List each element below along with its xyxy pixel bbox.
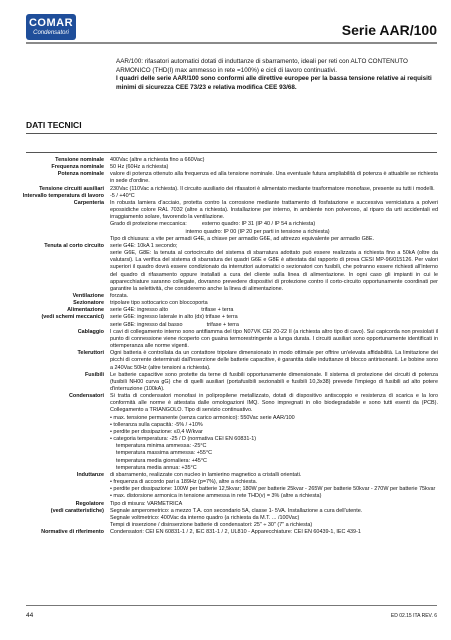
spec-row [4, 472, 438, 501]
spec-row [4, 393, 438, 472]
spec-line: Grado di protezione meccanica: esterno quadro: IP 31 (IP 40 / IP 54 a richiesta) [110, 221, 316, 228]
spec-row [4, 186, 438, 193]
spec-value [110, 293, 438, 300]
spec-row [4, 171, 438, 185]
spec-label: Frequenza nominale [51, 164, 104, 171]
spec-line: serie G4E: 10kA 1 secondo; [110, 242, 178, 249]
spec-line: valore di potenza ottenuto alla frequenza ed alla tensione nominale. Una eventuale futura ampliabilità di potenza è attuabile se richiesta in sede d'ordine. [110, 171, 438, 185]
spec-row [4, 200, 438, 243]
spec-value [110, 529, 438, 536]
intro-text [116, 58, 436, 92]
spec-line: di sbarramento, realizzate con nucleo in lamierino magnetico a cristalli orientati. [110, 471, 302, 478]
spec-value [110, 508, 438, 529]
logo-text-bottom: Condensatori [33, 30, 69, 36]
spec-value [110, 372, 438, 393]
spec-line: Tipo di misura: VARMETRICA [110, 500, 183, 507]
spec-label: Sezionatore [73, 300, 104, 307]
spec-label: (vedi caratteristiche) [50, 507, 104, 514]
spec-value [110, 243, 438, 293]
spec-line: forzata. [110, 292, 129, 299]
spec-row [4, 350, 438, 371]
spec-value [110, 314, 438, 328]
spec-row [4, 243, 438, 293]
spec-line: • tolleranza sulla capacità: -5% / +10% [110, 421, 203, 428]
spec-line: • frequenza di accordo pari a 189Hz (p=7%), altre a richiesta. [110, 479, 258, 486]
spec-line: Ogni batteria è controllata da un contattore tripolare dimensionato in modo ottimale per offrire un'elevata affidabilità. La limitazione dei picchi di corrente determinati dall'inserzione delle batterie capacitive, è garantita dalle induttanze di blocco antirisonanti. Le bobine sono a 240Vac 50Hz (altre tensioni a richiesta). [110, 350, 438, 371]
spec-row [4, 193, 438, 200]
header-divider [26, 42, 437, 44]
spec-line: Segnale amperometrico: a mezzo T.A. con secondario 5A, classe 1- 5VA. Installazione a cura dell'utente. [110, 507, 363, 514]
spec-value [110, 193, 438, 200]
spec-line: • perdite per dissipazione: ≤0,4 W/kvar [110, 428, 203, 435]
spec-line: In robusta lamiera d'acciaio, protetta contro la corrosione mediante trattamento di fosfatazione e successiva verniciatura a polveri epossidiche colore RAL 7032 (altre a richiesta). Installazione per interno, in ambiente non polveroso, al riparo da urti accidentali ed irraggiamento solare, favorendo la ventilazione. [110, 199, 438, 221]
spec-row [4, 307, 438, 314]
spec-value [110, 307, 438, 314]
spec-line: temperatura media annua: +35°C [110, 464, 197, 471]
spec-line: Tempi di inserzione / disinserzione batterie di condensatori: 25" ÷ 30" (7" a richiesta) [110, 521, 313, 528]
spec-line: serie G6E: ingresso laterale in alto (dx) trifase + terra [110, 314, 238, 321]
spec-row [4, 164, 438, 171]
section-title: DATI TECNICI [26, 120, 82, 130]
specs-table [4, 157, 438, 536]
spec-label: Alimentazione [67, 307, 104, 314]
spec-label: Induttanze [76, 471, 104, 478]
spec-label: Cablaggio [77, 328, 104, 335]
intro-paragraph-2: I quadri delle serie AAR/100 sono conformi alle direttive europee per la bassa tensione relative ai requisiti minimi di sicurezza CEE 73/23 e relativa modifica CEE 93/68. [116, 75, 432, 91]
spec-value [110, 472, 438, 501]
spec-line: Tipo di chiusura: a vite per armadi G4E, a chiave per armadio G6E, ad attrezzo equivalente per armadio G8E. [110, 235, 374, 242]
spec-line: -5 / +40°C [110, 192, 135, 199]
spec-line: • perdite per dissipazione: 100W per batterie 12,5kvar; 180W per batterie 25kvar - 265W per batterie 50kvar - 270W per batterie 75kvar [110, 486, 436, 493]
spec-label: Tensione circuiti ausiliari [39, 185, 104, 192]
spec-label: Teleruttori [77, 350, 104, 357]
spec-row [4, 157, 438, 164]
spec-line: temperatura massima ammessa: +55°C [110, 450, 213, 457]
document-code: ED 02.15 ITA REV. 6 [390, 613, 437, 619]
spec-row [4, 329, 438, 350]
section-divider-top [26, 133, 437, 134]
spec-line: serie G6E, G8E: la tenuta al cortocircuito del sistema di sbarratura adottato può essere realizzata a richiesta fino a 50kA (oltre da valutarsi). La verifica del sistema di sbarratura dei quadri G6E e G8E è attestata dal rapporto di prova CESI MP-96/015126. Per valori superiori il quadro dovrà essere condizionato da interruttori automatici o sezionatori con fusibili, che potranno essere richiesti all'interno del quadro di rifasamento oppure installati a cura del cliente sulla linea di alimentazione. In ogni caso gli impianti in cui le apparecchiature saranno collegate, dovranno prevedere dispositivi di protezione contro il corto-circuito opportunamente coordinati per garantire la selettività, che consideremo anche la linea di alimentazione. [110, 250, 438, 292]
section-divider-bottom [26, 152, 437, 153]
spec-label: Potenza nominale [57, 171, 104, 178]
spec-value [110, 329, 438, 350]
spec-line: 50 Hz (60Hz a richiesta) [110, 164, 169, 171]
spec-value [110, 393, 438, 472]
spec-row [4, 314, 438, 328]
spec-value [110, 186, 438, 193]
series-title: Serie AAR/100 [341, 22, 437, 38]
spec-row [4, 501, 438, 508]
spec-label: Intervallo temperatura di lavoro [22, 192, 104, 199]
spec-value [110, 350, 438, 371]
spec-label: Fusibili [84, 371, 104, 378]
spec-line: Segnale voltmetrico: 400Vac da interno quadro (a richiesta da M.T. ... /100Vac) [110, 514, 300, 521]
spec-row [4, 372, 438, 393]
spec-row [4, 508, 438, 529]
comar-logo [26, 14, 76, 40]
spec-value [110, 501, 438, 508]
page-number: 44 [26, 612, 34, 619]
intro-paragraph-1: AAR/100: rifasatori automatici dotati di induttanze di sbarramento, ideali per reti con ALTO CONTENUTO ARMONICO (THD(I) max ammesso in rete =100%) e cicli di lavoro continuativi. [116, 58, 408, 74]
spec-label: Regolatore [75, 500, 104, 507]
spec-line: serie G8E: ingresso dal basso trifase + terra [110, 321, 239, 328]
spec-line: Condensatori: CEI EN 60831-1 / 2, IEC 831-1 / 2, UL810 - Apparecchiature: CEI EN 60439-1, IEC 439-1 [110, 529, 361, 536]
spec-line: tripolare tipo sottocarico con bloccoporta [110, 300, 208, 307]
spec-line: I cavi di collegamento interno sono antifiamma del tipo N07VK CEI 20-22 II (a richiesta altro tipo di cavo). Sui capicorda non presiolati il punto di connessione viene ricoperto con guaina termorestringente a lunga durata. I circuiti ausiliari sono opportunamente identificati in ottemperanza alle norme vigenti. [110, 328, 438, 350]
spec-row [4, 293, 438, 300]
logo-text-top: COMAR [28, 17, 74, 29]
spec-value [110, 157, 438, 164]
spec-line: • max. tensione permanente (senza carico armonico): 550Vac serie AAR/100 [110, 414, 295, 421]
spec-line: • categoria temperatura: -25 / D (normativa CEI EN 60831-1) [110, 436, 257, 443]
spec-label: Tensione nominale [55, 157, 104, 163]
spec-label: Carpenteria [73, 199, 104, 206]
spec-line: serie G4E: ingresso alto trifase + terra [110, 307, 234, 314]
spec-row [4, 529, 438, 536]
spec-line: • max. distorsione armonica in tensione ammessa in rete THD(v) = 3% (altre a richiesta) [110, 493, 322, 500]
spec-label: (vedi schemi meccanici) [41, 314, 104, 321]
spec-value [110, 171, 438, 185]
spec-line: temperatura minima ammessa: -25°C [110, 443, 207, 450]
spec-line: 230Vac (110Vac a richiesta). Il circuito ausiliario dei rifasatori è alimentato mediante trasformatore monofase, presente su tutti i modelli. [110, 185, 435, 192]
spec-value [110, 164, 438, 171]
spec-value [110, 200, 438, 243]
spec-row [4, 300, 438, 307]
spec-line: Le batterie capacitive sono protette da terne di fusibili opportunamente dimensionate. Il sistema di protezione dei circuiti di potenza (fusibili NH00 curva gG) che di quelli ausiliari (portafusibili sezionabili e fusibili 10,3x38) prevede l'impiego di fusibili ad alto potere d'interruzione (100kA). [110, 371, 438, 392]
spec-line: Si tratta di condensatori monofasi in polipropilene metallizzato, dotati di dispositivo antiscoppio e resistenza di scarica e la loro conformità alle norme è attestata dalle omologazioni IMQ. Sono impregnati in olio biodegradabile e sono tutti esenti da (PCB). Collegamento a TRIANGOLO. Tipo di servizio continuativo. [110, 393, 438, 414]
spec-line: 400Vac (altre a richiesta fino a 660Vac) [110, 157, 205, 163]
spec-line: interno quadro: IP 00 (IP 20 per parti in tensione a richiesta) [110, 228, 330, 235]
footer-divider [26, 605, 437, 606]
spec-label: Normative di riferimento [41, 529, 104, 536]
spec-label: Ventilazione [72, 292, 104, 299]
spec-value [110, 300, 438, 307]
spec-label: Tenuta al corto circuito [44, 242, 104, 249]
spec-label: Condensatori [68, 393, 104, 400]
spec-line: temperatura media giornaliera: +45°C [110, 457, 207, 464]
